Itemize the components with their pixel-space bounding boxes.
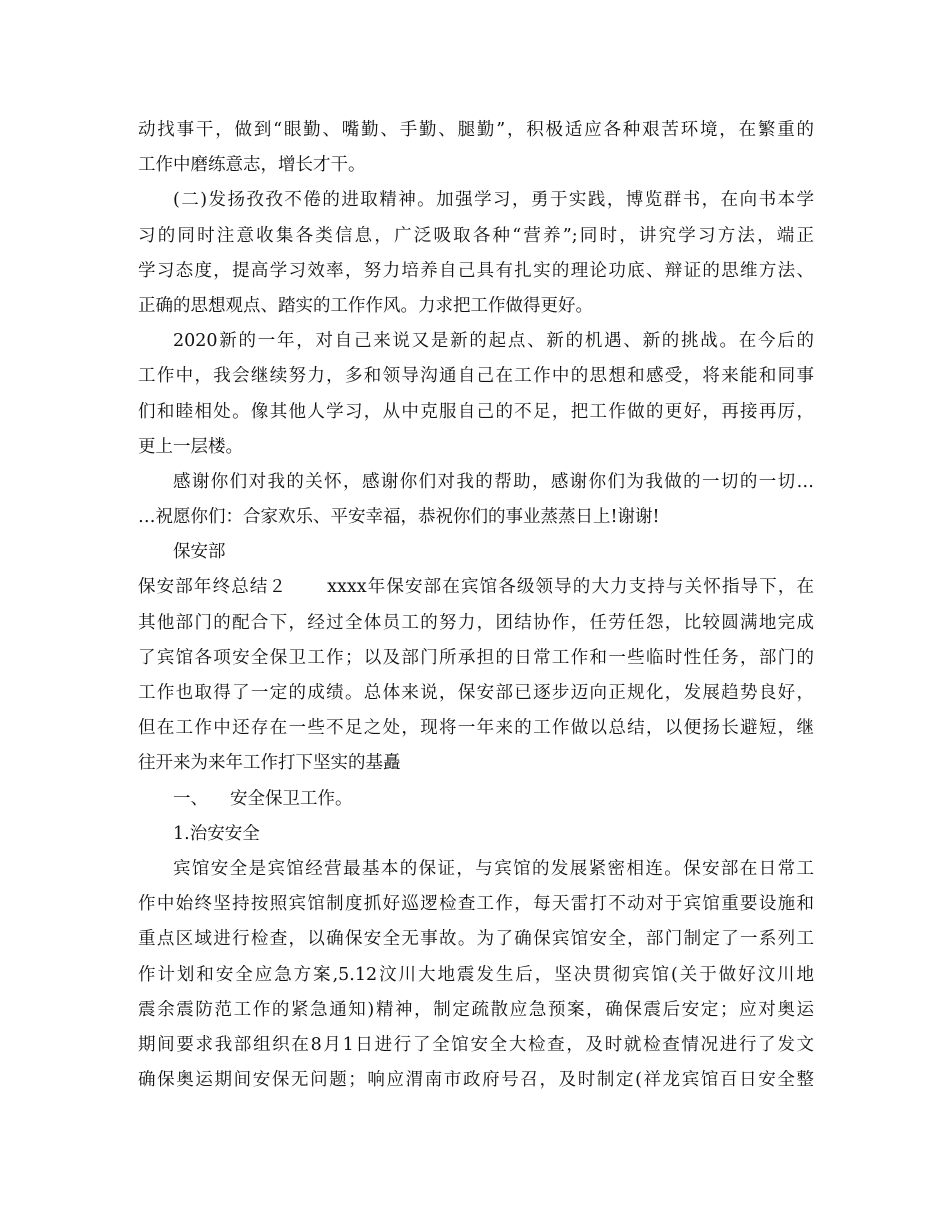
- text-line: 1.治安安全: [173, 823, 260, 844]
- text-line: 工作也取得了一定的成绩。总体来说，保安部已逐步迈向正规化，发展趋势良好，: [138, 683, 814, 703]
- text-line: 作中始终坚持按照宾馆制度抓好巡逻检查工作，每天雷打不动对于宾馆重要设施和: [138, 894, 814, 915]
- text-line: 工作中磨练意志，增长才干。: [138, 155, 366, 176]
- text-line: 往开来为来年工作打下坚实的基矗: [138, 753, 401, 774]
- text-line: 2020新的一年，对自己来说又是新的起点、新的机遇、新的挑战。在今后的: [173, 331, 814, 352]
- document-body: [138, 113, 814, 1098]
- report-title: 保安部年终总结２: [138, 577, 288, 598]
- text-line: 保安部: [173, 542, 226, 563]
- text-line: 宾馆安全是宾馆经营最基本的保证，与宾馆的发展紧密相连。保安部在日常工: [173, 858, 814, 879]
- text-line: 作计划和安全应急方案,5.12汶川大地震发生后，坚决贯彻宾馆(关于做好汶川地: [138, 964, 814, 985]
- text-line: 但在工作中还存在一些不足之处，现将一年来的工作做以总结，以便扬长避短，继: [138, 718, 814, 739]
- section-title: 安全保卫工作。: [230, 788, 353, 809]
- text-line: 动找事干，做到“眼勤、嘴勤、手勤、腿勤”，积极适应各种艰苦环境，在繁重的: [138, 120, 814, 140]
- text-line: 工作中，我会继续努力，多和领导沟通自己在工作中的思想和感受，将来能和同事: [138, 366, 814, 387]
- text-line: 们和睦相处。像其他人学习，从中克服自己的不足，把工作做的更好，再接再厉，: [138, 401, 814, 422]
- text-line: 正确的思想观点、踏实的工作作风。力求把工作做得更好。: [138, 295, 593, 316]
- report-heading-line: [138, 570, 814, 605]
- text-line: 学习态度，提高学习效率，努力培养自己具有扎实的理论功底、辩证的思维方法、: [138, 260, 814, 281]
- text-line: 更上一层楼。: [138, 436, 243, 457]
- text-line: 其他部门的配合下，经过全体员工的努力，团结协作，任劳任怨，比较圆满地完成: [138, 612, 814, 633]
- text-line: (二)发扬孜孜不倦的进取精神。加强学习，勇于实践，博览群书，在向书本学: [173, 190, 814, 211]
- text-line: 确保奥运期间安保无问题；响应渭南市政府号召，及时制定(祥龙宾馆百日安全整: [138, 1070, 814, 1091]
- text-line: 了宾馆各项安全保卫工作；以及部门所承担的日常工作和一些临时性任务，部门的: [138, 647, 814, 668]
- section-heading: [138, 782, 814, 817]
- text-line: 重点区域进行检查，以确保安全无事故。为了确保宾馆安全，部门制定了一系列工: [138, 929, 814, 950]
- text-line: 震余震防范工作的紧急通知)精神，制定疏散应急预案，确保震后安定；应对奥运: [138, 999, 814, 1020]
- section-number: 一、: [173, 788, 208, 809]
- report-intro-text: xxxx年保安部在宾馆各级领导的大力支持与关怀指导下，在: [327, 577, 815, 598]
- text-line: 期间要求我部组织在8月1日进行了全馆安全大检查，及时就检查情况进行了发文: [138, 1034, 814, 1055]
- text-line: 感谢你们对我的关怀，感谢你们对我的帮助，感谢你们为我做的一切的一切…: [173, 471, 814, 492]
- text-line: 习的同时注意收集各类信息，广泛吸取各种“营养”;同时，讲究学习方法，端正: [138, 225, 814, 246]
- text-line: …祝愿你们：合家欢乐、平安幸福，恭祝你们的事业蒸蒸日上!谢谢!: [138, 507, 660, 528]
